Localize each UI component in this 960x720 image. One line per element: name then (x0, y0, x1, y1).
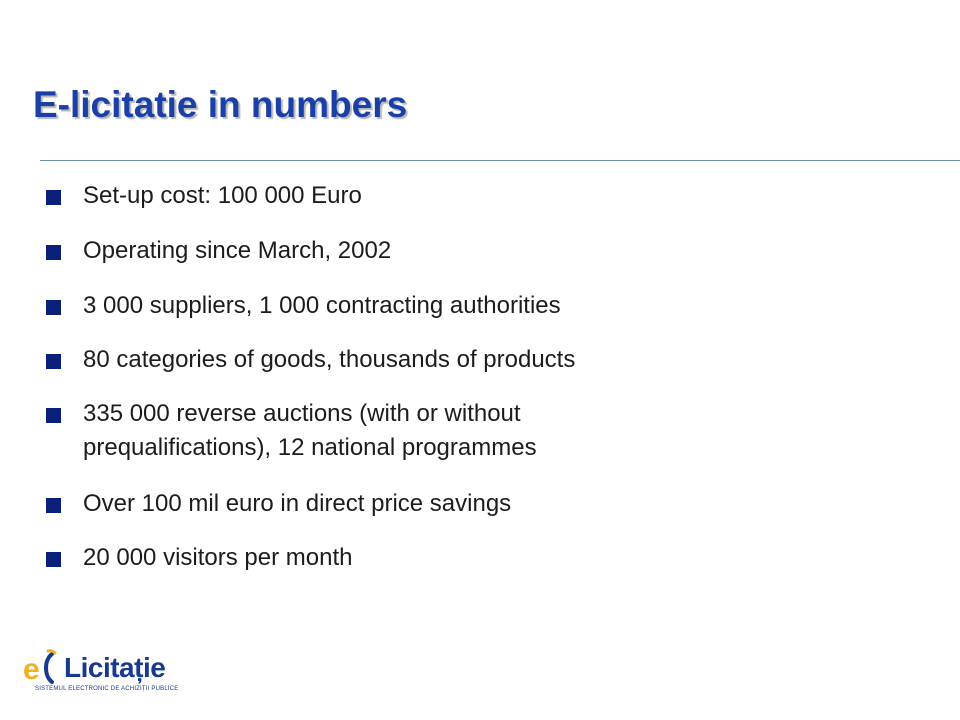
logo-tagline: SISTEMUL ELECTRONIC DE ACHIZIȚII PUBLICE (35, 686, 179, 692)
bullet-item (46, 289, 766, 323)
bullet-item (46, 234, 766, 268)
bullet-item (46, 397, 766, 465)
bullet-item (46, 487, 766, 521)
bullet-item (46, 541, 766, 575)
e-licitatie-logo-mark-icon (22, 648, 66, 688)
svg-text:e: e (23, 653, 40, 686)
square-bullet-icon (46, 245, 61, 260)
bullet-text: Over 100 mil euro in direct price savings (83, 490, 512, 517)
square-bullet-icon (46, 498, 61, 513)
bullet-item (46, 179, 766, 213)
logo-wordmark: Licitație (64, 652, 166, 683)
bullet-text: Set-up cost: 100 000 Euro (83, 182, 362, 209)
square-bullet-icon (46, 300, 61, 315)
square-bullet-icon (46, 190, 61, 205)
bullet-item (46, 343, 766, 377)
bullet-text: 335 000 reverse auctions (with or without prequalifications), 12 national programmes (83, 400, 537, 461)
bullet-text: Operating since March, 2002 (83, 237, 392, 264)
bullet-text: 20 000 visitors per month (83, 544, 353, 571)
slide-title: E-licitatie in numbers (33, 84, 408, 125)
square-bullet-icon (46, 408, 61, 423)
bullet-text: 80 categories of goods, thousands of products (83, 346, 576, 373)
title-divider (40, 160, 960, 161)
e-licitatie-logo (22, 648, 197, 700)
square-bullet-icon (46, 354, 61, 369)
square-bullet-icon (46, 552, 61, 567)
bullet-text: 3 000 suppliers, 1 000 contracting authorities (83, 292, 561, 319)
